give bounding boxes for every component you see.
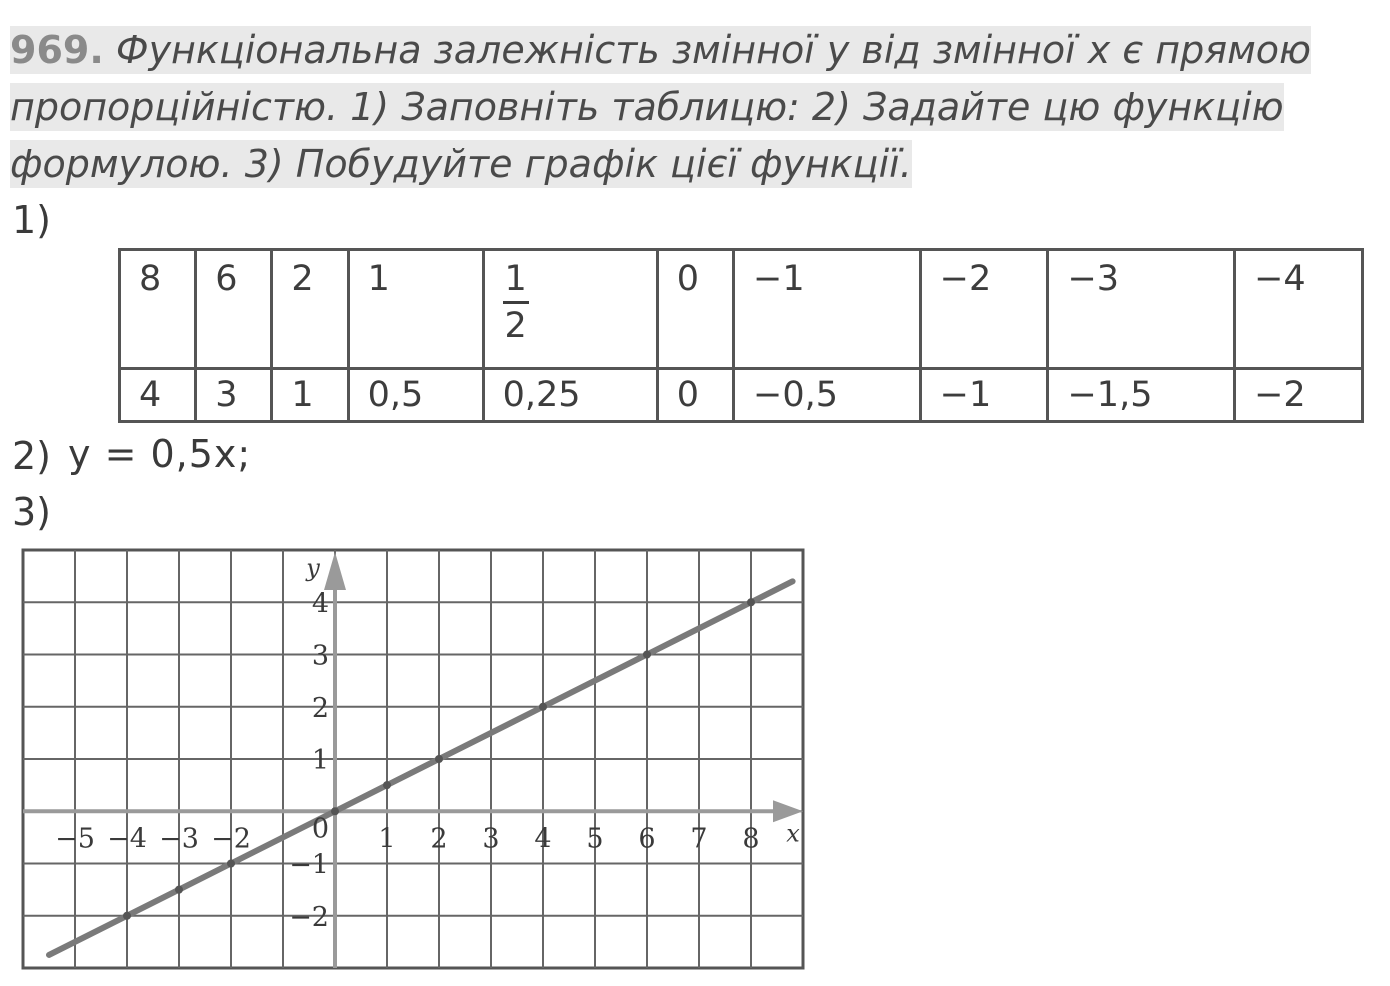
y-row <box>120 369 1363 422</box>
x-tick-label: −5 <box>55 823 95 855</box>
x-cell: −4 <box>1235 250 1363 369</box>
x-row <box>120 250 1363 369</box>
grid <box>23 550 803 968</box>
data-point <box>331 807 339 815</box>
x-cell-fraction <box>483 250 657 369</box>
part1-label: 1) <box>12 198 52 242</box>
fraction <box>503 261 529 344</box>
problem-text-line2: пропорційністю. 1) Заповніть таблицю: 2) Задайте цю функцію <box>10 85 1284 129</box>
x-tick-label: 1 <box>378 823 396 855</box>
y-tick-label: −1 <box>289 849 329 881</box>
y-cell: 0,5 <box>348 369 483 422</box>
x-tick-label: −2 <box>211 823 251 855</box>
y-axis-label: y <box>306 554 320 582</box>
y-tick-label: 1 <box>311 745 329 776</box>
function-line <box>49 581 793 955</box>
x-tick-label: −4 <box>107 823 147 855</box>
y-cell: 1 <box>272 369 348 422</box>
problem-number: 969. <box>10 28 104 72</box>
fraction-bar <box>503 301 529 304</box>
formula: y = 0,5x; <box>68 432 252 476</box>
data-point <box>175 886 183 894</box>
data-point <box>435 755 443 763</box>
x-cell: 0 <box>657 250 733 369</box>
fraction-denominator: 2 <box>504 306 527 346</box>
y-cell: 0 <box>657 369 733 422</box>
y-cell: −1 <box>920 369 1048 422</box>
data-point <box>643 651 651 659</box>
y-cell: −1,5 <box>1048 369 1235 422</box>
y-cell: 3 <box>196 369 272 422</box>
x-tick-label: 3 <box>482 823 500 855</box>
y-tick-label: −2 <box>289 901 329 933</box>
x-cell: 1 <box>348 250 483 369</box>
data-point <box>123 912 131 920</box>
axis-labels <box>55 554 800 933</box>
x-cell: −1 <box>734 250 921 369</box>
data-point <box>747 598 755 606</box>
x-cell: −3 <box>1048 250 1235 369</box>
y-tick-label: 2 <box>311 692 329 724</box>
problem-text-line1: Функціональна залежність змінної y від змінної x є прямою <box>115 28 1311 72</box>
x-tick-label: 5 <box>586 823 604 855</box>
data-point <box>383 781 391 789</box>
x-cell: 2 <box>272 250 348 369</box>
part2-label: 2) <box>12 434 52 478</box>
x-tick-label: −3 <box>159 823 199 855</box>
part3-label: 3) <box>12 490 52 534</box>
y-axis-arrow <box>324 552 346 590</box>
graph-line <box>49 581 793 955</box>
x-tick-label: 7 <box>690 823 708 855</box>
fraction-numerator: 1 <box>504 259 527 299</box>
function-graph <box>18 545 808 975</box>
x-cell: 6 <box>196 250 272 369</box>
y-tick-label: 4 <box>311 588 329 620</box>
problem-statement <box>10 22 1380 193</box>
y-cell: 4 <box>120 369 196 422</box>
x-tick-label: 4 <box>534 823 552 855</box>
values-table <box>118 248 1364 423</box>
x-tick-label: 6 <box>638 823 656 855</box>
origin-label: 0 <box>311 813 329 845</box>
y-tick-label: 3 <box>311 640 329 672</box>
x-cell: 8 <box>120 250 196 369</box>
problem-text-line3: формулою. 3) Побудуйте графік цієї функції. <box>10 142 912 186</box>
x-tick-label: 8 <box>742 823 760 855</box>
data-point <box>227 860 235 868</box>
y-cell: 0,25 <box>483 369 657 422</box>
x-axis-label: x <box>786 819 800 848</box>
x-cell: −2 <box>920 250 1048 369</box>
data-point <box>539 703 547 711</box>
x-tick-label: 2 <box>430 823 448 855</box>
y-cell: −2 <box>1235 369 1363 422</box>
y-cell: −0,5 <box>734 369 921 422</box>
